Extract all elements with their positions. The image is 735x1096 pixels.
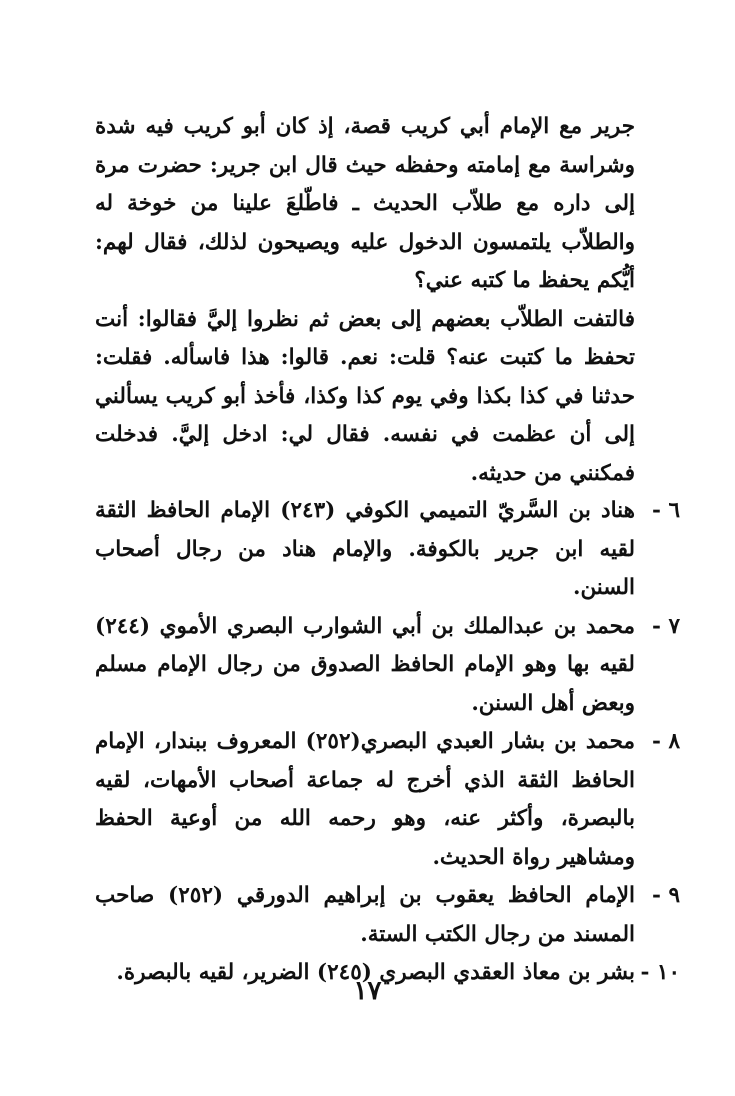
teachers-list bbox=[95, 492, 680, 993]
item-number: ١٠ - bbox=[640, 960, 680, 985]
item-number: ٦ - bbox=[652, 498, 680, 523]
item-text: الإمام الحافظ يعقوب بن إبراهيم الدورقي (٢٥٢) صاحب المسند من رجال الكتب الستة. bbox=[95, 883, 635, 947]
list-item bbox=[95, 608, 680, 724]
item-number: ٨ - bbox=[652, 729, 680, 754]
item-text: بشر بن معاذ العقدي البصري (٢٤٥) الضرير، لقيه بالبصرة. bbox=[116, 960, 635, 985]
list-item bbox=[95, 877, 680, 954]
item-number: ٩ - bbox=[652, 883, 680, 908]
item-text: هناد بن السَّريّ التميمي الكوفي (٢٤٣) الإمام الحافظ الثقة لقيه ابن جرير بالكوفة. والإمام هناد من رجال أصحاب السنن. bbox=[95, 498, 636, 600]
item-text: محمد بن بشار العبدي البصري(٢٥٢) المعروف ببندار، الإمام الحافظ الثقة الذي أخرج له جماعة أصحاب الأمهات، لقيه بالبصرة، وأكثر عنه، وهو رحمه الله من أوعية الحفظ ومشاهير رواة الحديث. bbox=[95, 729, 635, 870]
item-text: محمد بن عبدالملك بن أبي الشوارب البصري الأموي (٢٤٤) لقيه بها وهو الإمام الحافظ الصدوق من رجال الإمام مسلم وبعض أهل السنن. bbox=[95, 613, 635, 716]
list-item bbox=[95, 723, 680, 877]
intro-paragraph-1: جرير مع الإمام أبي كريب قصة، إذ كان أبو كريب فيه شدة وشراسة مع إمامته وحفظه حيث قال ابن جرير: حضرت مرة إلى داره مع طلاّب الحديث ـ فاطّلعَ علينا من خوخة له والطلاّب يلتمسون الدخول عليه ويصيحون لذلك، فقال لهم: أيُّكم يحفظ ما كتبه عني؟ bbox=[95, 114, 635, 293]
intro-text bbox=[95, 108, 635, 493]
list-item bbox=[95, 492, 680, 608]
page-number: ١٧ bbox=[353, 976, 382, 1006]
item-number: ٧ - bbox=[652, 613, 680, 639]
intro-paragraph-2: فالتفت الطلاّب بعضهم إلى بعض ثم نظروا إليَّ فقالوا: أنت تحفظ ما كتبت عنه؟ قلت: نعم. قالوا: هذا فاسأله. فقلت: حدثنا في كذا بكذا وفي يوم كذا وكذا، فأخذ أبو كريب يسألني إلى أن عظمت في نفسه. فقال لي: ادخل إليَّ. فدخلت فمكنني من حديثه. bbox=[95, 306, 635, 486]
